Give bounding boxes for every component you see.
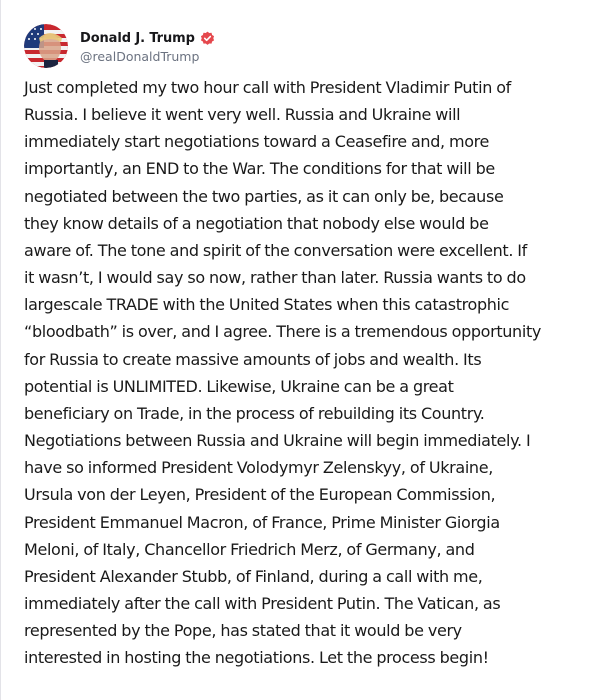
post-body-line: immediately start negotiations toward a Ceasefire and, more	[24, 132, 490, 152]
post-body-line: have so informed President Volodymyr Zelenskyy, of Ukraine,	[24, 458, 493, 478]
post-body	[24, 74, 606, 671]
author-names	[80, 28, 215, 64]
post-body-line: immediately after the call with President Putin. The Vatican, as	[24, 593, 501, 613]
post-body-line: aware of. The tone and spirit of the conversation were excellent. If	[24, 240, 527, 260]
post-body-line: interested in hosting the negotiations. Let the process begin!	[24, 648, 489, 668]
post-body-line: largescale TRADE with the United States when this catastrophic	[24, 295, 510, 315]
post-body-line: negotiated between the two parties, as it can only be, because	[24, 186, 504, 206]
post-body-line: for Russia to create massive amounts of jobs and wealth. Its	[24, 349, 482, 369]
post-body-line: they know details of a negotiation that nobody else would be	[24, 213, 489, 233]
avatar[interactable]	[24, 24, 68, 68]
avatar-image-icon	[24, 24, 68, 68]
post-body-line: represented by the Pope, has stated that it would be very	[24, 621, 462, 641]
post-divider	[0, 0, 1, 700]
name-row	[80, 28, 215, 48]
author-handle[interactable]: @realDonaldTrump	[80, 49, 200, 64]
post-body-line: President Emmanuel Macron, of France, Prime Minister Giorgia	[24, 512, 500, 532]
post-body-line: beneficiary on Trade, in the process of rebuilding its Country.	[24, 403, 485, 423]
post-body-line: Meloni, of Italy, Chancellor Friedrich Merz, of Germany, and	[24, 539, 475, 559]
post-body-line: “bloodbath” is over, and I agree. There is a tremendous opportunity	[24, 322, 541, 342]
post-body-line: Ursula von der Leyen, President of the European Commission,	[24, 485, 496, 505]
post-body-line: importantly, an END to the War. The conditions for that will be	[24, 159, 495, 179]
post-body-line: it wasn’t, I would say so now, rather than later. Russia wants to do	[24, 268, 526, 288]
post-body-line: potential is UNLIMITED. Likewise, Ukraine can be a great	[24, 376, 454, 396]
post-body-line: Just completed my two hour call with President Vladimir Putin of	[24, 78, 511, 97]
author-display-name[interactable]: Donald J. Trump	[80, 30, 195, 46]
post-body-line: Russia. I believe it went very well. Russia and Ukraine will	[24, 105, 461, 125]
post-body-line: President Alexander Stubb, of Finland, during a call with me,	[24, 566, 483, 586]
post-header	[24, 24, 215, 68]
verified-badge-icon	[200, 31, 215, 46]
post-body-line: Negotiations between Russia and Ukraine will begin immediately. I	[24, 431, 531, 451]
